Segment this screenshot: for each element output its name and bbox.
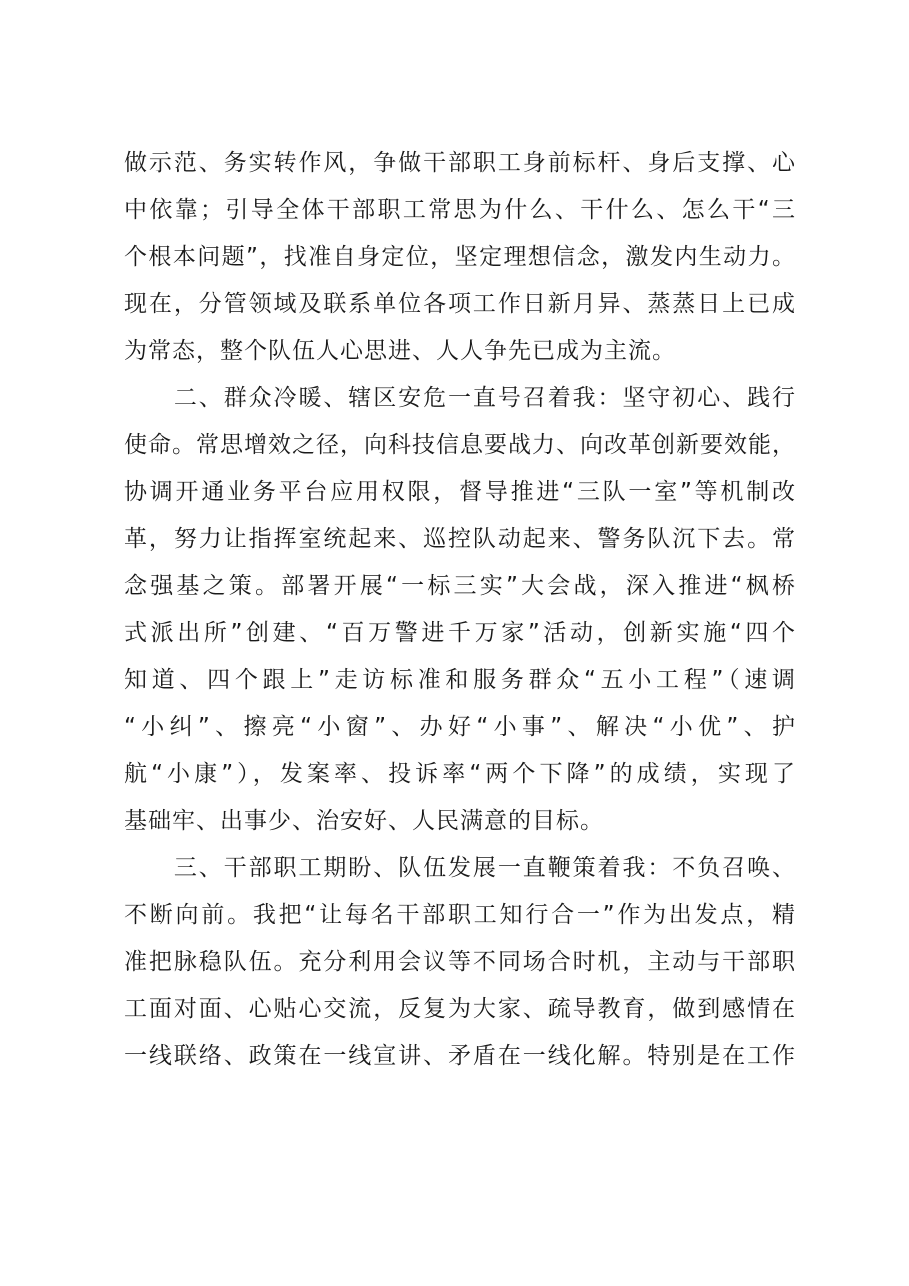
text-line: 协调开通业务平台应用权限，督导推进“三队一室”等机制改 (124, 479, 796, 505)
text-line: 念强基之策。部署开展“一标三实”大会战，深入推进“枫桥 (124, 573, 796, 599)
document-body (124, 140, 796, 1080)
text-line: 一线联络、政策在一线宣讲、矛盾在一线化解。特别是在工作 (124, 1043, 796, 1069)
paragraph-3 (124, 845, 796, 1080)
paragraph-2 (124, 375, 796, 845)
text-line: 做示范、务实转作风，争做干部职工身前标杆、身后支撑、心 (124, 150, 796, 176)
text-line: 为常态，整个队伍人心思进、人人争先已成为主流。 (124, 338, 676, 364)
text-line: 不断向前。我把“让每名干部职工知行合一”作为出发点，精 (124, 902, 796, 928)
text-line: 二、群众冷暖、辖区安危一直号召着我：坚守初心、践行 (124, 385, 796, 411)
text-line: 现在，分管领域及联系单位各项工作日新月异、蒸蒸日上已成 (124, 291, 796, 317)
text-line: 三、干部职工期盼、队伍发展一直鞭策着我：不负召唤、 (124, 855, 796, 881)
text-line: 基础牢、出事少、治安好、人民满意的目标。 (124, 808, 604, 834)
text-line: 航“小康”），发案率、投诉率“两个下降”的成绩，实现了 (124, 761, 796, 787)
text-line: “小纠”、擦亮“小窗”、办好“小事”、解决“小优”、护 (124, 714, 796, 740)
text-line: 中依靠；引导全体干部职工常思为什么、干什么、怎么干“三 (124, 197, 796, 223)
text-line: 革，努力让指挥室统起来、巡控队动起来、警务队沉下去。常 (124, 526, 796, 552)
text-line: 个根本问题”，找准自身定位，坚定理想信念，激发内生动力。 (124, 244, 796, 270)
text-line: 工面对面、心贴心交流，反复为大家、疏导教育，做到感情在 (124, 996, 796, 1022)
text-line: 使命。常思增效之径，向科技信息要战力、向改革创新要效能， (124, 432, 796, 458)
text-line: 知道、四个跟上”走访标准和服务群众“五小工程”（速调 (124, 667, 796, 693)
text-line: 式派出所”创建、“百万警进千万家”活动，创新实施“四个 (124, 620, 796, 646)
paragraph-1 (124, 140, 796, 375)
text-line: 准把脉稳队伍。充分利用会议等不同场合时机，主动与干部职 (124, 949, 796, 975)
